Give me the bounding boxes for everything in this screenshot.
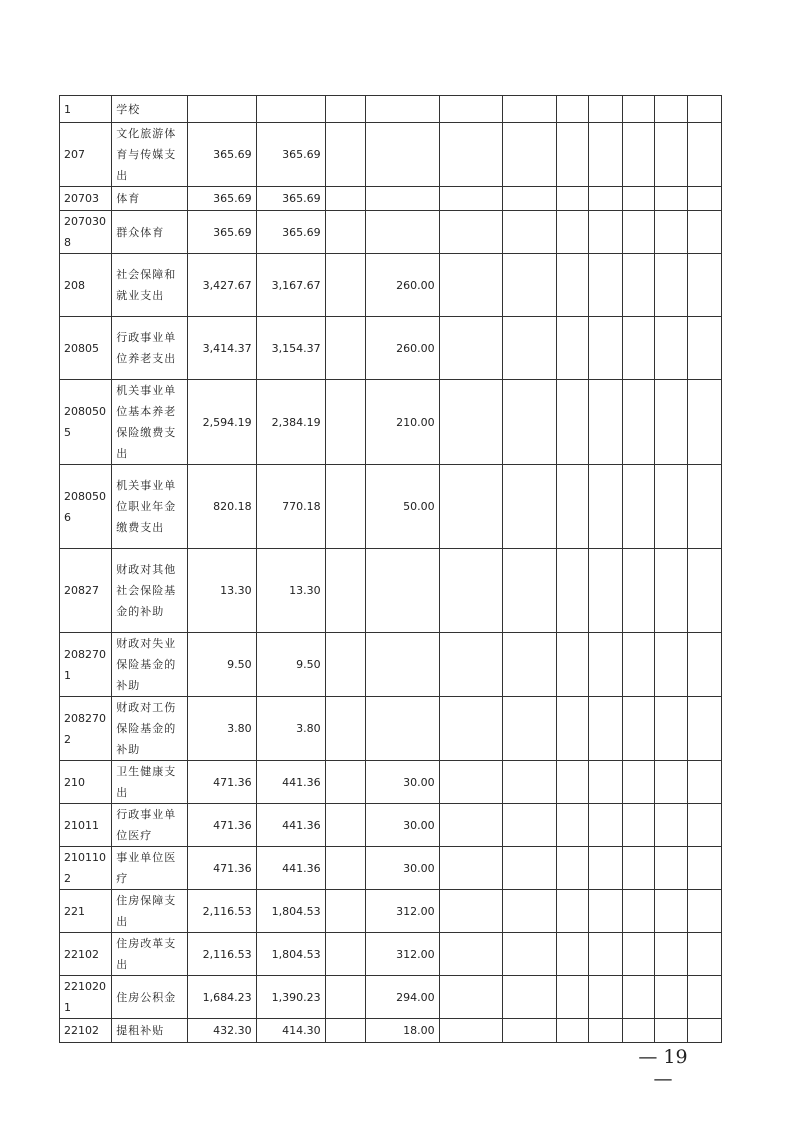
empty-cell (556, 633, 588, 697)
total-amount: 3,427.67 (187, 254, 256, 317)
project-amount: 18.00 (366, 1019, 439, 1043)
empty-cell (589, 976, 622, 1019)
empty-cell (503, 211, 556, 254)
empty-cell (556, 804, 588, 847)
empty-cell (556, 890, 588, 933)
total-amount: 3,414.37 (187, 317, 256, 380)
empty-cell (439, 847, 503, 890)
project-amount (366, 187, 439, 211)
empty-cell (622, 187, 654, 211)
empty-cell (654, 976, 687, 1019)
project-amount (366, 96, 439, 123)
empty-cell (439, 890, 503, 933)
basic-amount: 1,804.53 (256, 890, 325, 933)
item-code: 221 (60, 890, 112, 933)
item-name: 行政事业单位养老支出 (112, 317, 187, 380)
table-row (60, 380, 722, 465)
item-name: 住房改革支出 (112, 933, 187, 976)
item-name: 学校 (112, 96, 187, 123)
empty-cell (503, 761, 556, 804)
empty-cell (622, 317, 654, 380)
empty-cell (503, 380, 556, 465)
basic-amount: 365.69 (256, 123, 325, 187)
empty-cell (556, 697, 588, 761)
table-row (60, 1019, 722, 1043)
basic-amount: 3,167.67 (256, 254, 325, 317)
item-code: 21011 (60, 804, 112, 847)
empty-cell (503, 254, 556, 317)
basic-amount: 3.80 (256, 697, 325, 761)
item-code: 2080505 (60, 380, 112, 465)
table-row (60, 933, 722, 976)
empty-cell (503, 549, 556, 633)
item-code: 207 (60, 123, 112, 187)
project-amount: 50.00 (366, 465, 439, 549)
empty-cell (654, 317, 687, 380)
empty-cell (325, 254, 366, 317)
item-name: 财政对其他社会保险基金的补助 (112, 549, 187, 633)
empty-cell (688, 761, 722, 804)
empty-cell (503, 187, 556, 211)
empty-cell (688, 697, 722, 761)
empty-cell (503, 933, 556, 976)
empty-cell (325, 549, 366, 633)
empty-cell (622, 254, 654, 317)
table-row (60, 633, 722, 697)
empty-cell (622, 211, 654, 254)
total-amount: 2,116.53 (187, 933, 256, 976)
project-amount: 294.00 (366, 976, 439, 1019)
basic-amount: 414.30 (256, 1019, 325, 1043)
empty-cell (688, 317, 722, 380)
table-row (60, 465, 722, 549)
empty-cell (325, 976, 366, 1019)
empty-cell (654, 549, 687, 633)
total-amount: 471.36 (187, 847, 256, 890)
empty-cell (325, 761, 366, 804)
empty-cell (688, 380, 722, 465)
empty-cell (556, 549, 588, 633)
empty-cell (589, 804, 622, 847)
table-row (60, 96, 722, 123)
table-row (60, 254, 722, 317)
empty-cell (439, 123, 503, 187)
basic-amount (256, 96, 325, 123)
empty-cell (589, 761, 622, 804)
empty-cell (654, 761, 687, 804)
item-code: 2210201 (60, 976, 112, 1019)
basic-amount: 1,804.53 (256, 933, 325, 976)
empty-cell (439, 976, 503, 1019)
table-row (60, 187, 722, 211)
empty-cell (556, 847, 588, 890)
empty-cell (688, 254, 722, 317)
empty-cell (688, 633, 722, 697)
table-row (60, 317, 722, 380)
empty-cell (622, 633, 654, 697)
item-name: 群众体育 (112, 211, 187, 254)
empty-cell (556, 465, 588, 549)
empty-cell (589, 211, 622, 254)
empty-cell (503, 123, 556, 187)
empty-cell (325, 1019, 366, 1043)
empty-cell (556, 211, 588, 254)
empty-cell (503, 96, 556, 123)
total-amount: 9.50 (187, 633, 256, 697)
empty-cell (688, 123, 722, 187)
project-amount (366, 697, 439, 761)
empty-cell (688, 187, 722, 211)
empty-cell (325, 465, 366, 549)
budget-table (59, 95, 722, 1043)
item-code: 20703 (60, 187, 112, 211)
item-code: 2082701 (60, 633, 112, 697)
item-name: 文化旅游体育与传媒支出 (112, 123, 187, 187)
item-code: 22102 (60, 933, 112, 976)
empty-cell (589, 254, 622, 317)
empty-cell (654, 465, 687, 549)
item-name: 财政对失业保险基金的补助 (112, 633, 187, 697)
empty-cell (503, 804, 556, 847)
item-code: 2101102 (60, 847, 112, 890)
project-amount: 210.00 (366, 380, 439, 465)
total-amount: 432.30 (187, 1019, 256, 1043)
item-name: 机关事业单位职业年金缴费支出 (112, 465, 187, 549)
empty-cell (556, 123, 588, 187)
empty-cell (439, 549, 503, 633)
empty-cell (688, 465, 722, 549)
project-amount: 30.00 (366, 761, 439, 804)
basic-amount: 365.69 (256, 187, 325, 211)
page-number: — 19 — (638, 1046, 688, 1090)
basic-amount: 365.69 (256, 211, 325, 254)
item-name: 社会保障和就业支出 (112, 254, 187, 317)
empty-cell (325, 96, 366, 123)
empty-cell (688, 804, 722, 847)
empty-cell (688, 96, 722, 123)
item-name: 住房公积金 (112, 976, 187, 1019)
empty-cell (654, 254, 687, 317)
empty-cell (503, 697, 556, 761)
item-code: 2070308 (60, 211, 112, 254)
empty-cell (688, 976, 722, 1019)
empty-cell (439, 187, 503, 211)
empty-cell (654, 633, 687, 697)
empty-cell (622, 933, 654, 976)
empty-cell (589, 549, 622, 633)
empty-cell (325, 187, 366, 211)
empty-cell (622, 890, 654, 933)
empty-cell (622, 761, 654, 804)
empty-cell (556, 933, 588, 976)
total-amount: 365.69 (187, 211, 256, 254)
empty-cell (622, 96, 654, 123)
project-amount: 312.00 (366, 890, 439, 933)
empty-cell (589, 465, 622, 549)
empty-cell (589, 317, 622, 380)
item-code: 20805 (60, 317, 112, 380)
empty-cell (503, 1019, 556, 1043)
project-amount: 312.00 (366, 933, 439, 976)
item-name: 卫生健康支出 (112, 761, 187, 804)
empty-cell (688, 933, 722, 976)
empty-cell (688, 847, 722, 890)
total-amount: 2,594.19 (187, 380, 256, 465)
table-body (60, 96, 722, 1043)
item-code: 2080506 (60, 465, 112, 549)
empty-cell (654, 933, 687, 976)
empty-cell (654, 380, 687, 465)
empty-cell (556, 187, 588, 211)
empty-cell (439, 1019, 503, 1043)
empty-cell (654, 187, 687, 211)
item-code: 210 (60, 761, 112, 804)
empty-cell (439, 933, 503, 976)
item-name: 财政对工伤保险基金的补助 (112, 697, 187, 761)
item-code: 2082702 (60, 697, 112, 761)
total-amount: 820.18 (187, 465, 256, 549)
empty-cell (503, 317, 556, 380)
empty-cell (439, 697, 503, 761)
project-amount (366, 123, 439, 187)
empty-cell (654, 847, 687, 890)
project-amount: 260.00 (366, 254, 439, 317)
table-row (60, 549, 722, 633)
empty-cell (622, 976, 654, 1019)
project-amount (366, 633, 439, 697)
total-amount: 471.36 (187, 761, 256, 804)
basic-amount: 2,384.19 (256, 380, 325, 465)
empty-cell (439, 804, 503, 847)
empty-cell (622, 1019, 654, 1043)
empty-cell (325, 847, 366, 890)
basic-amount: 441.36 (256, 761, 325, 804)
total-amount: 3.80 (187, 697, 256, 761)
item-name: 提租补贴 (112, 1019, 187, 1043)
empty-cell (503, 976, 556, 1019)
item-name: 机关事业单位基本养老保险缴费支出 (112, 380, 187, 465)
item-code: 22102 (60, 1019, 112, 1043)
total-amount: 365.69 (187, 123, 256, 187)
item-name: 行政事业单位医疗 (112, 804, 187, 847)
basic-amount: 770.18 (256, 465, 325, 549)
empty-cell (556, 976, 588, 1019)
empty-cell (654, 697, 687, 761)
empty-cell (688, 1019, 722, 1043)
empty-cell (503, 633, 556, 697)
empty-cell (325, 804, 366, 847)
empty-cell (503, 465, 556, 549)
basic-amount: 3,154.37 (256, 317, 325, 380)
empty-cell (556, 761, 588, 804)
total-amount (187, 96, 256, 123)
table-row (60, 123, 722, 187)
empty-cell (439, 317, 503, 380)
empty-cell (688, 549, 722, 633)
basic-amount: 441.36 (256, 847, 325, 890)
empty-cell (503, 890, 556, 933)
empty-cell (622, 697, 654, 761)
empty-cell (325, 633, 366, 697)
empty-cell (654, 123, 687, 187)
empty-cell (439, 211, 503, 254)
empty-cell (622, 847, 654, 890)
empty-cell (325, 890, 366, 933)
project-amount (366, 211, 439, 254)
empty-cell (503, 847, 556, 890)
empty-cell (654, 890, 687, 933)
empty-cell (589, 933, 622, 976)
basic-amount: 1,390.23 (256, 976, 325, 1019)
total-amount: 13.30 (187, 549, 256, 633)
empty-cell (654, 1019, 687, 1043)
total-amount: 471.36 (187, 804, 256, 847)
item-code: 208 (60, 254, 112, 317)
empty-cell (439, 633, 503, 697)
total-amount: 1,684.23 (187, 976, 256, 1019)
empty-cell (589, 697, 622, 761)
empty-cell (439, 465, 503, 549)
table-row (60, 697, 722, 761)
empty-cell (654, 211, 687, 254)
table-row (60, 976, 722, 1019)
empty-cell (439, 96, 503, 123)
empty-cell (325, 697, 366, 761)
empty-cell (325, 380, 366, 465)
empty-cell (622, 549, 654, 633)
empty-cell (325, 211, 366, 254)
empty-cell (688, 211, 722, 254)
empty-cell (325, 933, 366, 976)
item-name: 事业单位医疗 (112, 847, 187, 890)
empty-cell (589, 633, 622, 697)
project-amount (366, 549, 439, 633)
empty-cell (325, 317, 366, 380)
table-row (60, 847, 722, 890)
empty-cell (622, 123, 654, 187)
empty-cell (589, 123, 622, 187)
empty-cell (589, 96, 622, 123)
empty-cell (439, 761, 503, 804)
project-amount: 30.00 (366, 847, 439, 890)
empty-cell (556, 254, 588, 317)
empty-cell (439, 380, 503, 465)
table-row (60, 804, 722, 847)
table-row (60, 890, 722, 933)
empty-cell (589, 1019, 622, 1043)
item-name: 住房保障支出 (112, 890, 187, 933)
table-row (60, 211, 722, 254)
total-amount: 2,116.53 (187, 890, 256, 933)
basic-amount: 441.36 (256, 804, 325, 847)
empty-cell (622, 465, 654, 549)
empty-cell (556, 1019, 588, 1043)
empty-cell (622, 804, 654, 847)
empty-cell (589, 380, 622, 465)
empty-cell (654, 804, 687, 847)
item-name: 体育 (112, 187, 187, 211)
empty-cell (589, 890, 622, 933)
item-code: 20827 (60, 549, 112, 633)
empty-cell (589, 847, 622, 890)
empty-cell (688, 890, 722, 933)
project-amount: 30.00 (366, 804, 439, 847)
item-code: 1 (60, 96, 112, 123)
empty-cell (556, 96, 588, 123)
empty-cell (439, 254, 503, 317)
empty-cell (589, 187, 622, 211)
table-row (60, 761, 722, 804)
empty-cell (622, 380, 654, 465)
project-amount: 260.00 (366, 317, 439, 380)
basic-amount: 9.50 (256, 633, 325, 697)
empty-cell (654, 96, 687, 123)
empty-cell (556, 380, 588, 465)
basic-amount: 13.30 (256, 549, 325, 633)
empty-cell (325, 123, 366, 187)
total-amount: 365.69 (187, 187, 256, 211)
empty-cell (556, 317, 588, 380)
